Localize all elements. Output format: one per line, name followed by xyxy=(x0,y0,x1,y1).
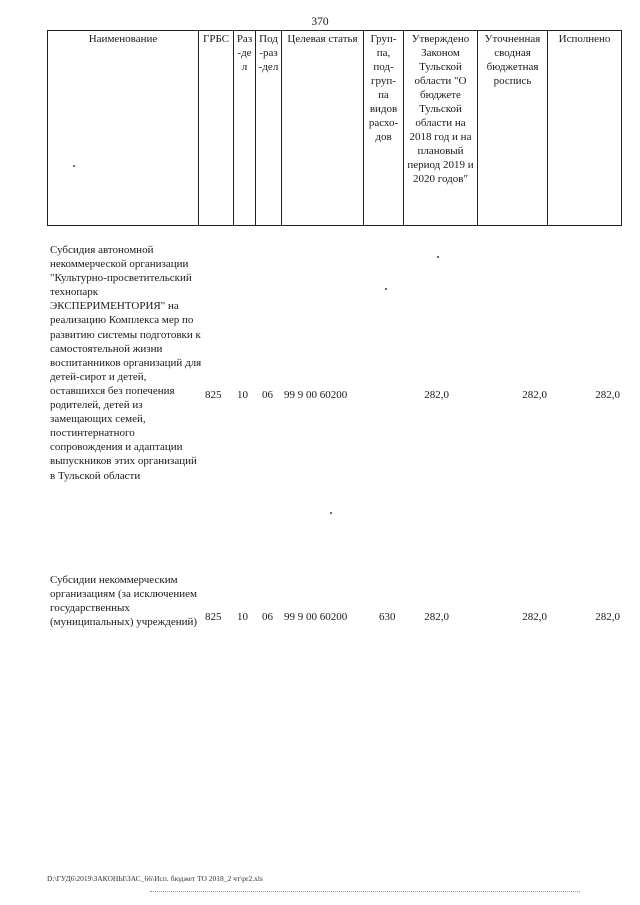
row-razdel: 10 xyxy=(237,389,248,401)
scan-speck xyxy=(330,512,332,514)
row-name: Субсидия автономной некоммерческой организации "Культурно-просветительский технопарк ЭКСПЕРИМЕНТОРИЯ" на реализацию Комплекса мер по развитию системы подготовки к самостоятельной жизни воспитанников организаций для детей-сирот и детей, оставшихся без попечения родителей, детей из замещающих семей, постинтернатного сопровождения и адаптации выпускников этих организаций в Тульской области xyxy=(50,244,202,482)
table-header xyxy=(47,30,622,226)
row-refined: 282,0 xyxy=(522,611,547,623)
header-executed: Исполнено xyxy=(548,31,622,226)
row-executed: 282,0 xyxy=(595,611,620,623)
header-podrazdel: Под-раз-дел xyxy=(256,31,282,226)
header-tselevaya: Целевая статья xyxy=(282,31,364,226)
row-name: Субсидии некоммерческим организациям (за исключением государственных (муниципальных) учреждений) xyxy=(50,574,198,629)
row-tselevaya: 99 9 00 60200 xyxy=(284,611,348,623)
file-path-footer: D:\ГУД6\2019\ЗАКОНЫ\ЗАС_66\Исп. бюджет ТО 2018_2 чт\pr2.xls xyxy=(47,874,263,883)
row-refined: 282,0 xyxy=(522,389,547,401)
scan-speck xyxy=(73,165,75,167)
table-row xyxy=(47,243,627,548)
header-name: Наименование xyxy=(48,31,199,226)
row-razdel: 10 xyxy=(237,611,248,623)
scan-speck xyxy=(385,288,387,290)
row-podrazdel: 06 xyxy=(262,389,273,401)
header-grbs: ГРБС xyxy=(199,31,234,226)
row-executed: 282,0 xyxy=(595,389,620,401)
row-approved: 282,0 xyxy=(424,389,449,401)
header-razdel: Раз-дел xyxy=(234,31,256,226)
footer-divider xyxy=(150,891,580,892)
row-gruppa: 630 xyxy=(379,611,396,623)
row-tselevaya: 99 9 00 60200 xyxy=(284,389,348,401)
row-approved: 282,0 xyxy=(424,611,449,623)
scan-speck xyxy=(437,256,439,258)
header-gruppa: Груп-па, под-груп-па видов расхо-дов xyxy=(364,31,404,226)
header-refined: Уточненная сводная бюджетная роспись xyxy=(478,31,548,226)
header-approved: Утверждено Законом Тульской области "О бюджете Тульской области на 2018 год и на плановый период 2019 и 2020 годов" xyxy=(404,31,478,226)
page-number: 370 xyxy=(311,16,329,28)
row-grbs: 825 xyxy=(205,389,222,401)
table-row xyxy=(47,573,627,668)
row-podrazdel: 06 xyxy=(262,611,273,623)
row-grbs: 825 xyxy=(205,611,222,623)
